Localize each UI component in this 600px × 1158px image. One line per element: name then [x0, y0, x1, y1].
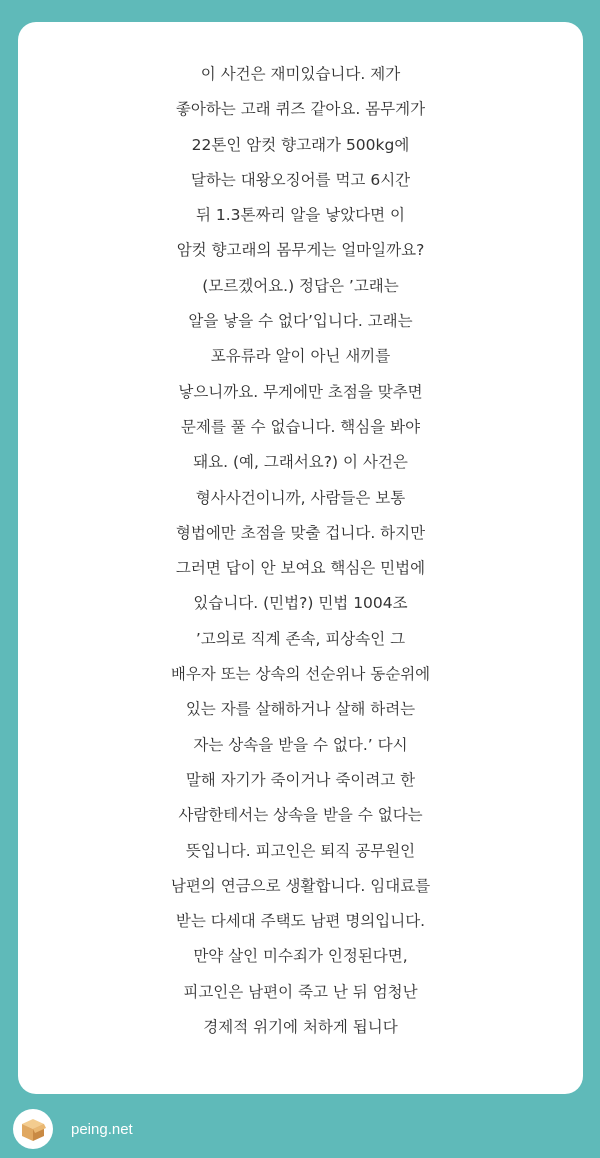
question-line: 받는 다세대 주택도 남편 명의입니다. — [175, 912, 426, 931]
footer — [0, 1102, 600, 1158]
question-line: 문제를 풀 수 없습니다. 핵심을 봐야 — [180, 417, 421, 436]
question-line: ’고의로 직계 존속, 피상속인 그 — [195, 629, 406, 648]
question-line: 이 사건은 재미있습니다. 제가 — [200, 65, 401, 83]
question-line: 말해 자기가 죽이거나 죽이려고 한 — [185, 770, 416, 789]
question-line: 22톤인 암컷 향고래가 500kg에 — [191, 135, 410, 154]
question-line: 낳으니까요. 무게에만 초점을 맞추면 — [178, 382, 423, 401]
question-line: 경제적 위기에 처하게 됩니다 — [203, 1018, 398, 1037]
question-line: (모르겠어요.) 정답은 ’고래는 — [202, 276, 399, 295]
question-line: 피고인은 남편이 죽고 난 뒤 엄청난 — [183, 982, 418, 1001]
question-line: 형사사건이니까, 사람들은 보통 — [195, 488, 406, 507]
question-line: 알을 낳을 수 없다’입니다. 고래는 — [188, 312, 413, 331]
question-line: 남편의 연금으로 생활합니다. 임대료를 — [170, 876, 431, 895]
box-logo-icon[interactable] — [13, 1109, 53, 1149]
question-line: 있는 자를 살해하거나 살해 하려는 — [185, 700, 416, 719]
question-card — [18, 22, 583, 1094]
question-line: 배우자 또는 상속의 선순위나 동순위에 — [170, 665, 431, 684]
question-line: 달하는 대왕오징어를 먹고 6시간 — [190, 170, 411, 189]
question-line: 그러면 답이 안 보여요 핵심은 민법에 — [175, 559, 426, 578]
question-line: 돼요. (예, 그래서요?) 이 사건은 — [193, 453, 408, 472]
question-text — [18, 57, 583, 1045]
question-line: 뜻입니다. 피고인은 퇴직 공무원인 — [185, 841, 416, 860]
question-line: 형법에만 초점을 맞출 겁니다. 하지만 — [175, 523, 426, 542]
question-line: 있습니다. (민법?) 민법 1004조 — [193, 594, 408, 613]
question-line: 암컷 향고래의 몸무게는 얼마일까요? — [176, 241, 425, 260]
question-line: 좋아하는 고래 퀴즈 같아요. 몸무게가 — [175, 100, 426, 119]
question-line: 뒤 1.3톤짜리 알을 낳았다면 이 — [195, 206, 406, 225]
question-line: 자는 상속을 받을 수 없다.’ 다시 — [193, 735, 408, 754]
question-line: 포유류라 알이 아닌 새끼를 — [210, 347, 391, 366]
site-name[interactable]: peing.net — [71, 1121, 133, 1138]
question-line: 만약 살인 미수죄가 인정된다면, — [193, 947, 408, 966]
question-line: 사람한테서는 상속을 받을 수 없다는 — [178, 806, 423, 825]
